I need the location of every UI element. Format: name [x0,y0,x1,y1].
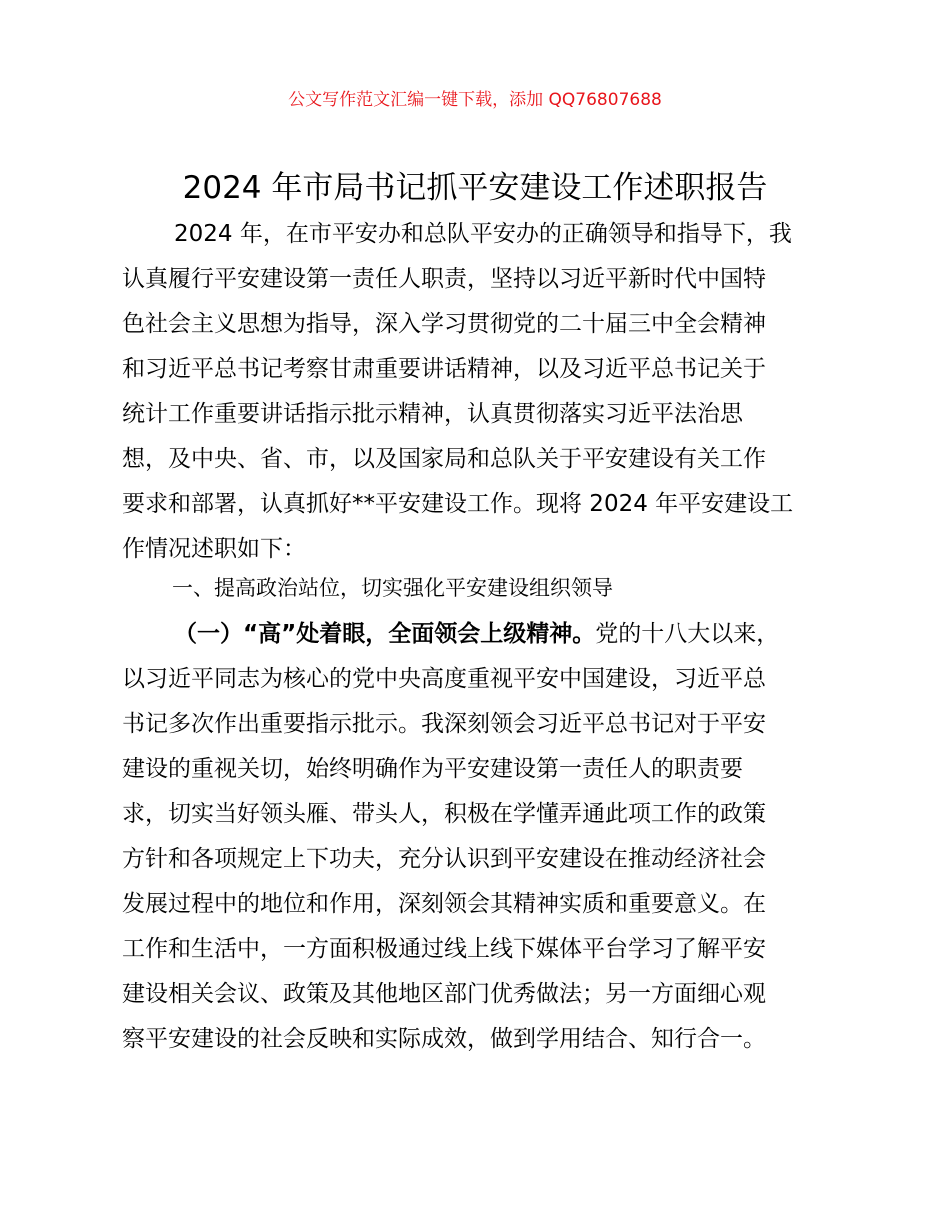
paragraph-intro [122,212,840,572]
paragraph-line: 方针和各项规定上下功夫，充分认识到平安建设在推动经济社会 [122,846,766,872]
paragraph-line: 认真履行平安建设第一责任人职责，坚持以习近平新时代中国特 [122,266,766,292]
paragraph-line: 察平安建设的社会反映和实际成效，做到学用结合、知行合一。 [122,1026,766,1052]
paragraph-line: 以习近平同志为核心的党中央高度重视平安中国建设，习近平总 [122,666,766,692]
paragraph-line: 统计工作重要讲话指示批示精神，认真贯彻落实习近平法治思 [122,401,743,427]
section-heading: 一、提高政治站位，切实强化平安建设组织领导 [172,576,613,600]
paragraph-line: 作情况述职如下： [122,536,306,562]
paragraph-line [122,612,840,657]
paragraph-line: 色社会主义思想为指导，深入学习贯彻党的二十届三中全会精神 [122,311,766,337]
paragraph-line: 工作和生活中，一方面积极通过线上线下媒体平台学习了解平安 [122,936,766,962]
paragraph-line: 书记多次作出重要指示批示。我深刻领会习近平总书记对于平安 [122,711,766,737]
subsection-lead: （一）“高”处着眼，全面领会上级精神。 [174,621,596,647]
paragraph-line: 发展过程中的地位和作用，深刻领会其精神实质和重要意义。在 [122,891,766,917]
paragraph-line: 和习近平总书记考察甘肃重要讲话精神，以及习近平总书记关于 [122,356,766,382]
paragraph-line: 要求和部署，认真抓好**平安建设工作。现将 2024 年平安建设工 [122,491,794,517]
watermark-text: 公文写作范文汇编一键下载，添加 QQ76807688 [288,90,662,110]
paragraph-section-1-1 [122,612,840,1062]
paragraph-line: 求，切实当好领头雁、带头人，积极在学懂弄通此项工作的政策 [122,801,766,827]
paragraph-line: 建设的重视关切，始终明确作为平安建设第一责任人的职责要 [122,756,743,782]
document-title: 2024 年市局书记抓平安建设工作述职报告 [182,170,768,206]
paragraph-line: 想，及中央、省、市，以及国家局和总队关于平安建设有关工作 [122,446,766,472]
paragraph-line: 2024 年，在市平安办和总队平安办的正确领导和指导下，我 [174,221,792,247]
paragraph-line: 建设相关会议、政策及其他地区部门优秀做法；另一方面细心观 [122,981,766,1007]
paragraph-text: 党的十八大以来， [595,621,780,647]
